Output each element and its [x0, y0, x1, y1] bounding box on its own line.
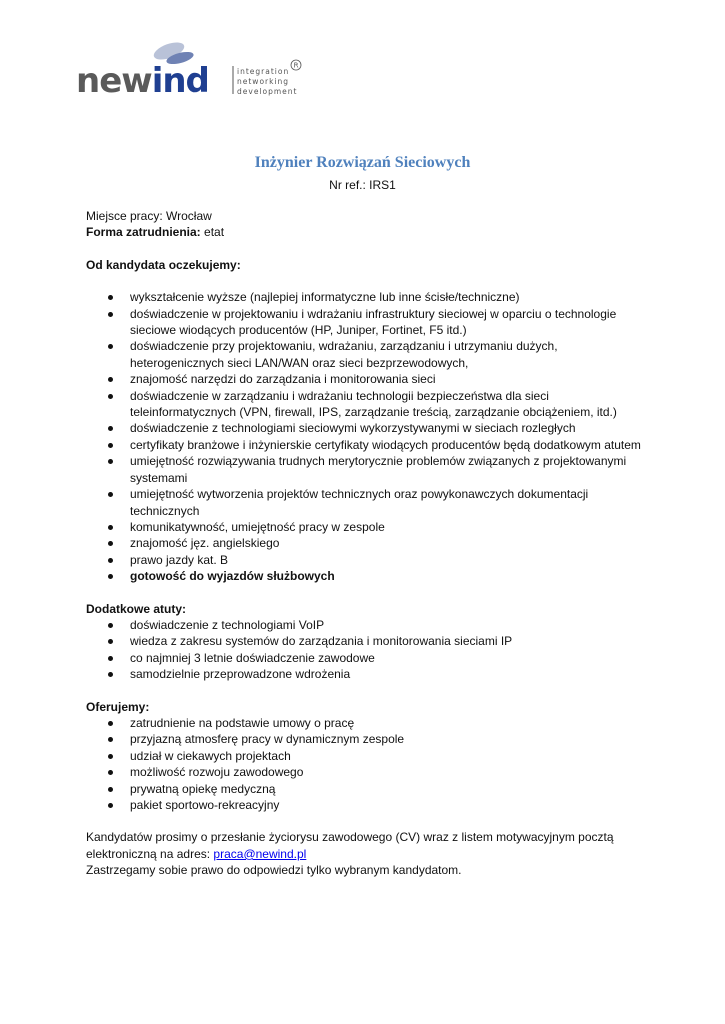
list-item: certyfikaty branżowe i inżynierskie certyfikaty wiodących producentów będą dodatkowym atutem	[86, 437, 646, 453]
offer-heading: Oferujemy:	[86, 699, 150, 714]
logo-tagline-3: development	[237, 87, 298, 96]
list-item: prywatną opiekę medyczną	[86, 781, 646, 797]
logo-tagline-2: networking	[237, 77, 290, 86]
list-item: doświadczenie z technologiami VoIP	[86, 617, 646, 633]
list-item: co najmniej 3 letnie doświadczenie zawodowe	[86, 650, 646, 666]
list-item: możliwość rozwoju zawodowego	[86, 764, 646, 780]
job-title: Inżynier Rozwiązań Sieciowych	[254, 154, 471, 171]
list-item: prawo jazdy kat. B	[86, 552, 646, 568]
disclaimer: Zastrzegamy sobie prawo do odpowiedzi tylko wybranym kandydatom.	[86, 863, 462, 878]
list-item: umiejętność wytworzenia projektów technicznych oraz powykonawczych dokumentacji technicznych	[86, 486, 646, 519]
list-item	[86, 568, 646, 584]
location-label: Miejsce pracy:	[86, 209, 163, 223]
list-item: udział w ciekawych projektach	[86, 748, 646, 764]
list-item: komunikatywność, umiejętność pracy w zespole	[86, 519, 646, 535]
list-item: pakiet sportowo-rekreacyjny	[86, 797, 646, 813]
list-item: umiejętność rozwiązywania trudnych merytorycznie problemów związanych z projektowanymi systemami	[86, 453, 646, 486]
extras-list	[86, 617, 646, 683]
list-item: znajomość narzędzi do zarządzania i monitorowania sieci	[86, 371, 646, 387]
list-item: znajomość jęz. angielskiego	[86, 535, 646, 551]
list-item: przyjazną atmosferę pracy w dynamicznym zespole	[86, 731, 646, 747]
bold-requirement: gotowość do wyjazdów służbowych	[130, 569, 335, 584]
employment-line	[86, 224, 646, 240]
logo-brand-left: newind	[76, 61, 209, 100]
location-line	[86, 208, 646, 224]
list-item: doświadczenie w zarządzaniu i wdrażaniu technologii bezpieczeństwa dla sieci teleinformatycznych (VPN, firewall, IPS, zarządzanie treścią, zarządzanie obciążeniem, itd.)	[86, 388, 646, 421]
list-item: samodzielnie przeprowadzone wdrożenia	[86, 666, 646, 682]
location-value: Wrocław	[166, 209, 212, 223]
newind-logo-graphic	[76, 40, 316, 100]
extras-heading: Dodatkowe atuty:	[86, 601, 187, 616]
registered-mark: R	[293, 61, 299, 70]
list-item: doświadczenie w projektowaniu i wdrażaniu infrastruktury sieciowej w oparciu o technologie sieciowe wiodących producentów (HP, Juniper, Fortinet, F5 itd.)	[86, 306, 646, 339]
requirements-heading: Od kandydata oczekujemy:	[86, 257, 241, 272]
list-item: wykształcenie wyższe (najlepiej informatyczne lub inne ścisłe/techniczne)	[86, 289, 646, 305]
employment-value: etat	[204, 225, 225, 240]
application-instructions	[86, 829, 646, 862]
list-item: zatrudnienie na podstawie umowy o pracę	[86, 715, 646, 731]
company-logo	[76, 40, 316, 100]
email-link[interactable]: praca@newind.pl	[213, 846, 307, 861]
employment-label: Forma zatrudnienia:	[86, 225, 201, 240]
requirements-list	[86, 289, 646, 584]
list-item: doświadczenie z technologiami sieciowymi wykorzystywanymi w sieciach rozległych	[86, 420, 646, 436]
list-item: wiedza z zakresu systemów do zarządzania i monitorowania sieciami IP	[86, 633, 646, 649]
job-description	[86, 208, 646, 879]
logo-tagline-1: integration	[237, 67, 290, 76]
job-reference: Nr ref.: IRS1	[329, 178, 396, 192]
offer-list	[86, 715, 646, 813]
application-text: Kandydatów prosimy o przesłanie życiorysu zawodowego (CV) wraz z listem motywacyjnym pocztą elektroniczną na adres:	[86, 830, 614, 861]
list-item: doświadczenie przy projektowaniu, wdrażaniu, zarządzaniu i utrzymaniu dużych, heterogenicznych sieci LAN/WAN oraz sieci bezprzewodowych,	[86, 338, 646, 371]
